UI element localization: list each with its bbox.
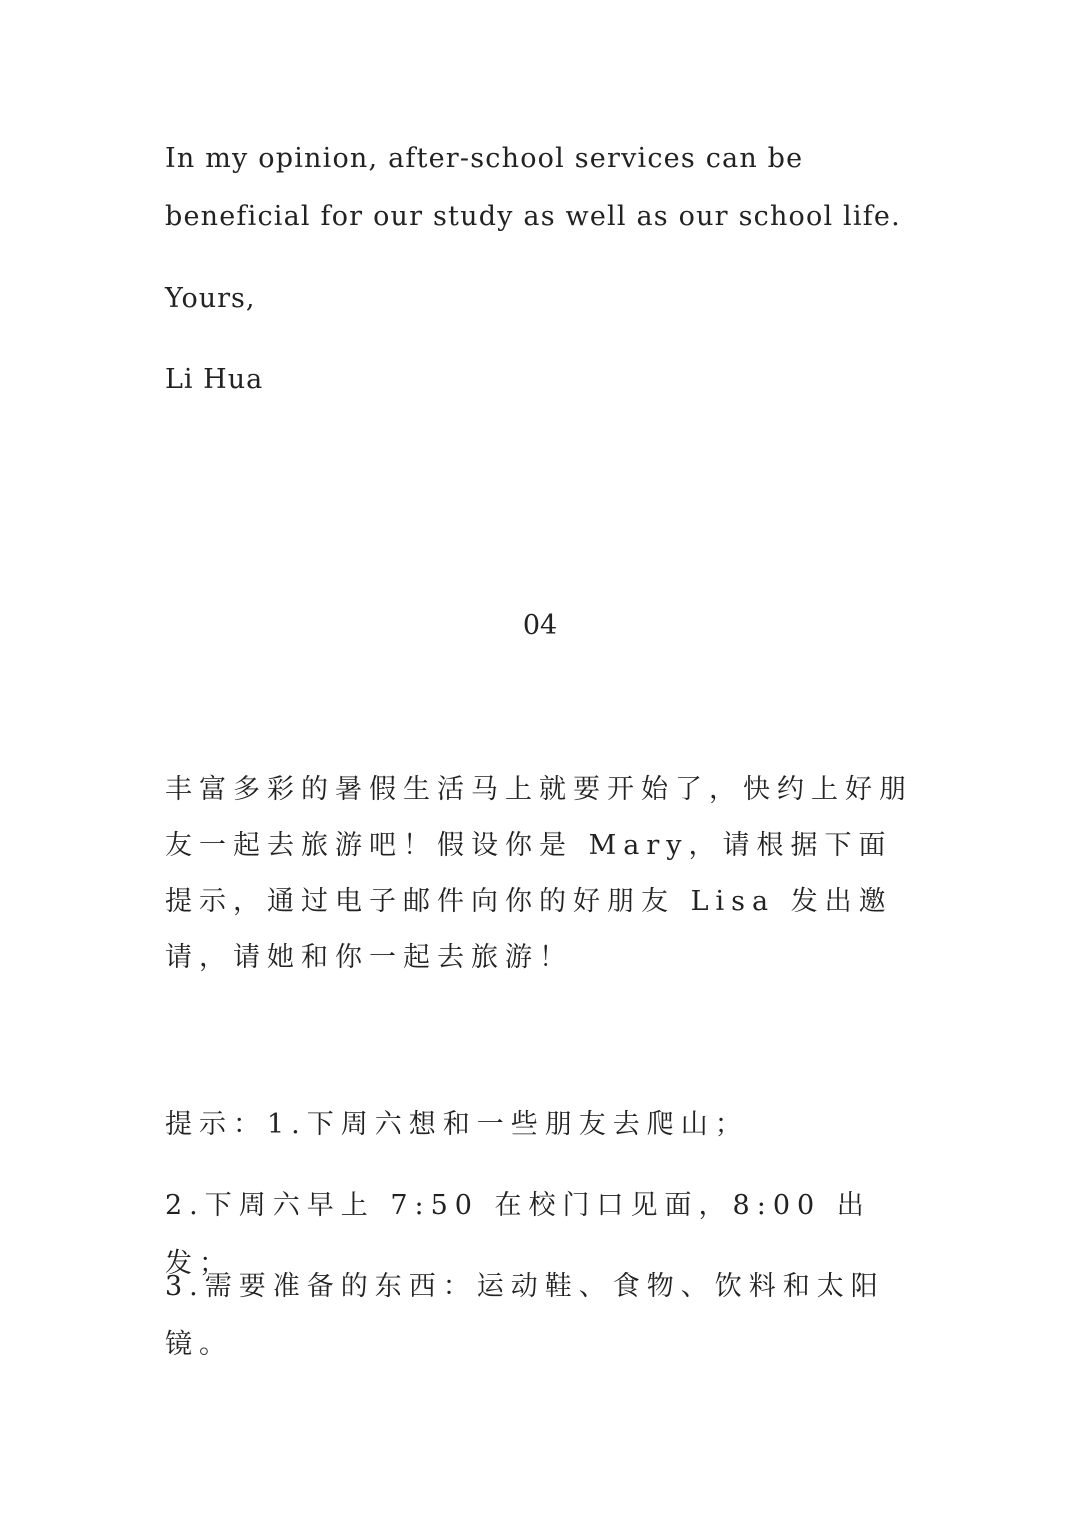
task-prompt: 丰富多彩的暑假生活马上就要开始了，快约上好朋友一起去旅游吧！假设你是 Mary，请根据下面提示，通过电子邮件向你的好朋友 Lisa 发出邀请，请她和你一起去旅游！ xyxy=(165,774,913,973)
hint-item: 3.需要准备的东西：运动鞋、食物、饮料和太阳镜。 xyxy=(165,1271,885,1360)
letter-closing: Yours, xyxy=(165,283,256,314)
hint-item: 2.下周六早上 7:50 在校门口见面，8:00 出发； xyxy=(165,1190,871,1279)
hint-item: 提示：1.下周六想和一些朋友去爬山； xyxy=(165,1109,749,1140)
letter-paragraph: In my opinion, after-school services can be beneficial for our study as well as our school life. xyxy=(165,143,901,232)
section-number: 04 xyxy=(522,610,558,641)
letter-signature: Li Hua xyxy=(165,364,264,395)
